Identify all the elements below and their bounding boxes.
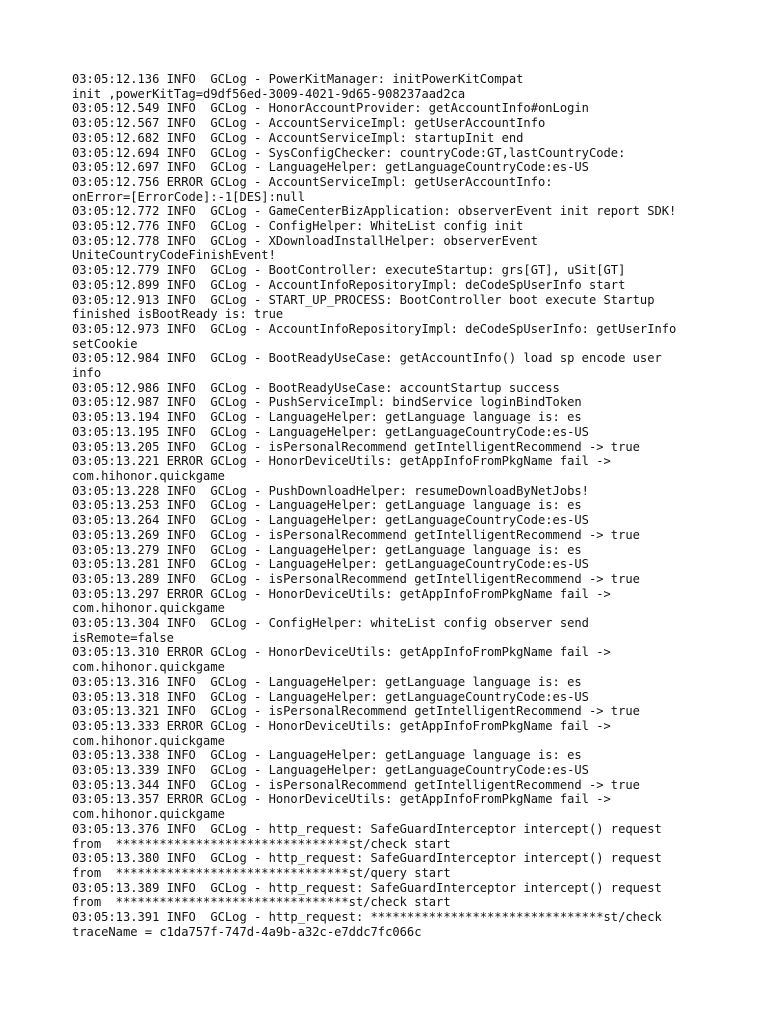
log-line: 03:05:13.269 INFO GCLog - isPersonalRecommend getIntelligentRecommend -> true: [72, 527, 640, 542]
log-line: 03:05:13.339 INFO GCLog - LanguageHelper: getLanguageCountryCode:es-US: [72, 763, 589, 778]
log-line: 03:05:13.289 INFO GCLog - isPersonalRecommend getIntelligentRecommend -> true: [72, 571, 640, 586]
log-line: 03:05:12.772 INFO GCLog - GameCenterBizApplication: observerEvent init report SDK!: [72, 204, 677, 219]
log-line: 03:05:12.567 INFO GCLog - AccountServiceImpl: getUserAccountInfo: [72, 116, 546, 131]
log-line: 03:05:13.389 INFO GCLog - http_request: SafeGuardInterceptor intercept() request: [72, 880, 662, 895]
log-line: 03:05:12.973 INFO GCLog - AccountInfoRepositoryImpl: deCodeSpUserInfo: getUserInfo: [72, 321, 677, 336]
log-line: 03:05:12.694 INFO GCLog - SysConfigChecker: countryCode:GT,lastCountryCode:: [72, 145, 626, 160]
log-line: traceName = c1da757f-747d-4a9b-a32c-e7ddc7fc066c: [72, 924, 422, 939]
log-line: com.hihonor.quickgame: [72, 807, 225, 822]
log-line: isRemote=false: [72, 630, 174, 645]
log-line: com.hihonor.quickgame: [72, 733, 225, 748]
log-line: 03:05:13.321 INFO GCLog - isPersonalRecommend getIntelligentRecommend -> true: [72, 704, 640, 719]
log-line: 03:05:13.264 INFO GCLog - LanguageHelper: getLanguageCountryCode:es-US: [72, 513, 589, 528]
log-line: UniteCountryCodeFinishEvent!: [72, 248, 276, 263]
log-line: init ,powerKitTag=d9df56ed-3009-4021-9d65-908237aad2ca: [72, 86, 466, 101]
log-line: 03:05:13.391 INFO GCLog - http_request: ********************************st/check: [72, 910, 662, 925]
log-line: 03:05:13.253 INFO GCLog - LanguageHelper: getLanguage language is: es: [72, 498, 582, 513]
log-line: 03:05:13.338 INFO GCLog - LanguageHelper: getLanguage language is: es: [72, 748, 582, 763]
log-line: 03:05:13.333 ERROR GCLog - HonorDeviceUtils: getAppInfoFromPkgName fail ->: [72, 718, 611, 733]
log-line: 03:05:13.297 ERROR GCLog - HonorDeviceUtils: getAppInfoFromPkgName fail ->: [72, 586, 611, 601]
log-line: 03:05:13.357 ERROR GCLog - HonorDeviceUtils: getAppInfoFromPkgName fail ->: [72, 792, 611, 807]
log-line: 03:05:12.778 INFO GCLog - XDownloadInstallHelper: observerEvent: [72, 233, 538, 248]
log-line: setCookie: [72, 336, 138, 351]
log-line: com.hihonor.quickgame: [72, 601, 225, 616]
log-line: 03:05:12.136 INFO GCLog - PowerKitManager: initPowerKitCompat: [72, 72, 524, 86]
log-line: 03:05:13.380 INFO GCLog - http_request: SafeGuardInterceptor intercept() request: [72, 851, 662, 866]
log-line: 03:05:12.987 INFO GCLog - PushServiceImpl: bindService loginBindToken: [72, 395, 582, 410]
log-line: 03:05:13.316 INFO GCLog - LanguageHelper: getLanguage language is: es: [72, 674, 582, 689]
log-line: 03:05:13.195 INFO GCLog - LanguageHelper: getLanguageCountryCode:es-US: [72, 424, 589, 439]
log-line: 03:05:13.304 INFO GCLog - ConfigHelper: whiteList config observer send: [72, 616, 589, 631]
log-line: 03:05:13.310 ERROR GCLog - HonorDeviceUtils: getAppInfoFromPkgName fail ->: [72, 645, 611, 660]
log-line: 03:05:13.279 INFO GCLog - LanguageHelper: getLanguage language is: es: [72, 542, 582, 557]
log-line: 03:05:13.318 INFO GCLog - LanguageHelper: getLanguageCountryCode:es-US: [72, 689, 589, 704]
log-line: 03:05:13.281 INFO GCLog - LanguageHelper: getLanguageCountryCode:es-US: [72, 557, 589, 572]
log-line: 03:05:12.913 INFO GCLog - START_UP_PROCESS: BootController boot execute Startup: [72, 292, 655, 307]
log-line: from ********************************st/check start: [72, 836, 451, 851]
log-line: 03:05:12.984 INFO GCLog - BootReadyUseCase: getAccountInfo() load sp encode user: [72, 351, 662, 366]
log-line: 03:05:12.697 INFO GCLog - LanguageHelper: getLanguageCountryCode:es-US: [72, 160, 589, 175]
log-line: 03:05:12.776 INFO GCLog - ConfigHelper: WhiteList config init: [72, 219, 524, 234]
log-line: 03:05:12.779 INFO GCLog - BootController: executeStartup: grs[GT], uSit[GT]: [72, 263, 626, 278]
log-line: com.hihonor.quickgame: [72, 660, 225, 675]
log-line: 03:05:13.205 INFO GCLog - isPersonalRecommend getIntelligentRecommend -> true: [72, 439, 640, 454]
log-line: 03:05:13.376 INFO GCLog - http_request: SafeGuardInterceptor intercept() request: [72, 821, 662, 836]
log-line: onError=[ErrorCode]:-1[DES]:null: [72, 189, 305, 204]
log-text-block: [72, 72, 732, 939]
log-line: com.hihonor.quickgame: [72, 468, 225, 483]
log-line: 03:05:13.228 INFO GCLog - PushDownloadHelper: resumeDownloadByNetJobs!: [72, 483, 589, 498]
log-line: 03:05:12.756 ERROR GCLog - AccountServiceImpl: getUserAccountInfo:: [72, 174, 553, 189]
log-line: 03:05:12.986 INFO GCLog - BootReadyUseCase: accountStartup success: [72, 380, 560, 395]
log-line: 03:05:12.899 INFO GCLog - AccountInfoRepositoryImpl: deCodeSpUserInfo start: [72, 277, 626, 292]
log-line: 03:05:13.194 INFO GCLog - LanguageHelper: getLanguage language is: es: [72, 410, 582, 425]
log-line: 03:05:13.344 INFO GCLog - isPersonalRecommend getIntelligentRecommend -> true: [72, 777, 640, 792]
log-line: 03:05:12.682 INFO GCLog - AccountServiceImpl: startupInit end: [72, 130, 524, 145]
log-line: finished isBootReady is: true: [72, 307, 284, 322]
log-line: 03:05:12.549 INFO GCLog - HonorAccountProvider: getAccountInfo#onLogin: [72, 101, 589, 116]
log-line: info: [72, 366, 102, 381]
log-line: from ********************************st/query start: [72, 865, 451, 880]
log-line: from ********************************st/check start: [72, 895, 451, 910]
log-line: 03:05:13.221 ERROR GCLog - HonorDeviceUtils: getAppInfoFromPkgName fail ->: [72, 454, 611, 469]
